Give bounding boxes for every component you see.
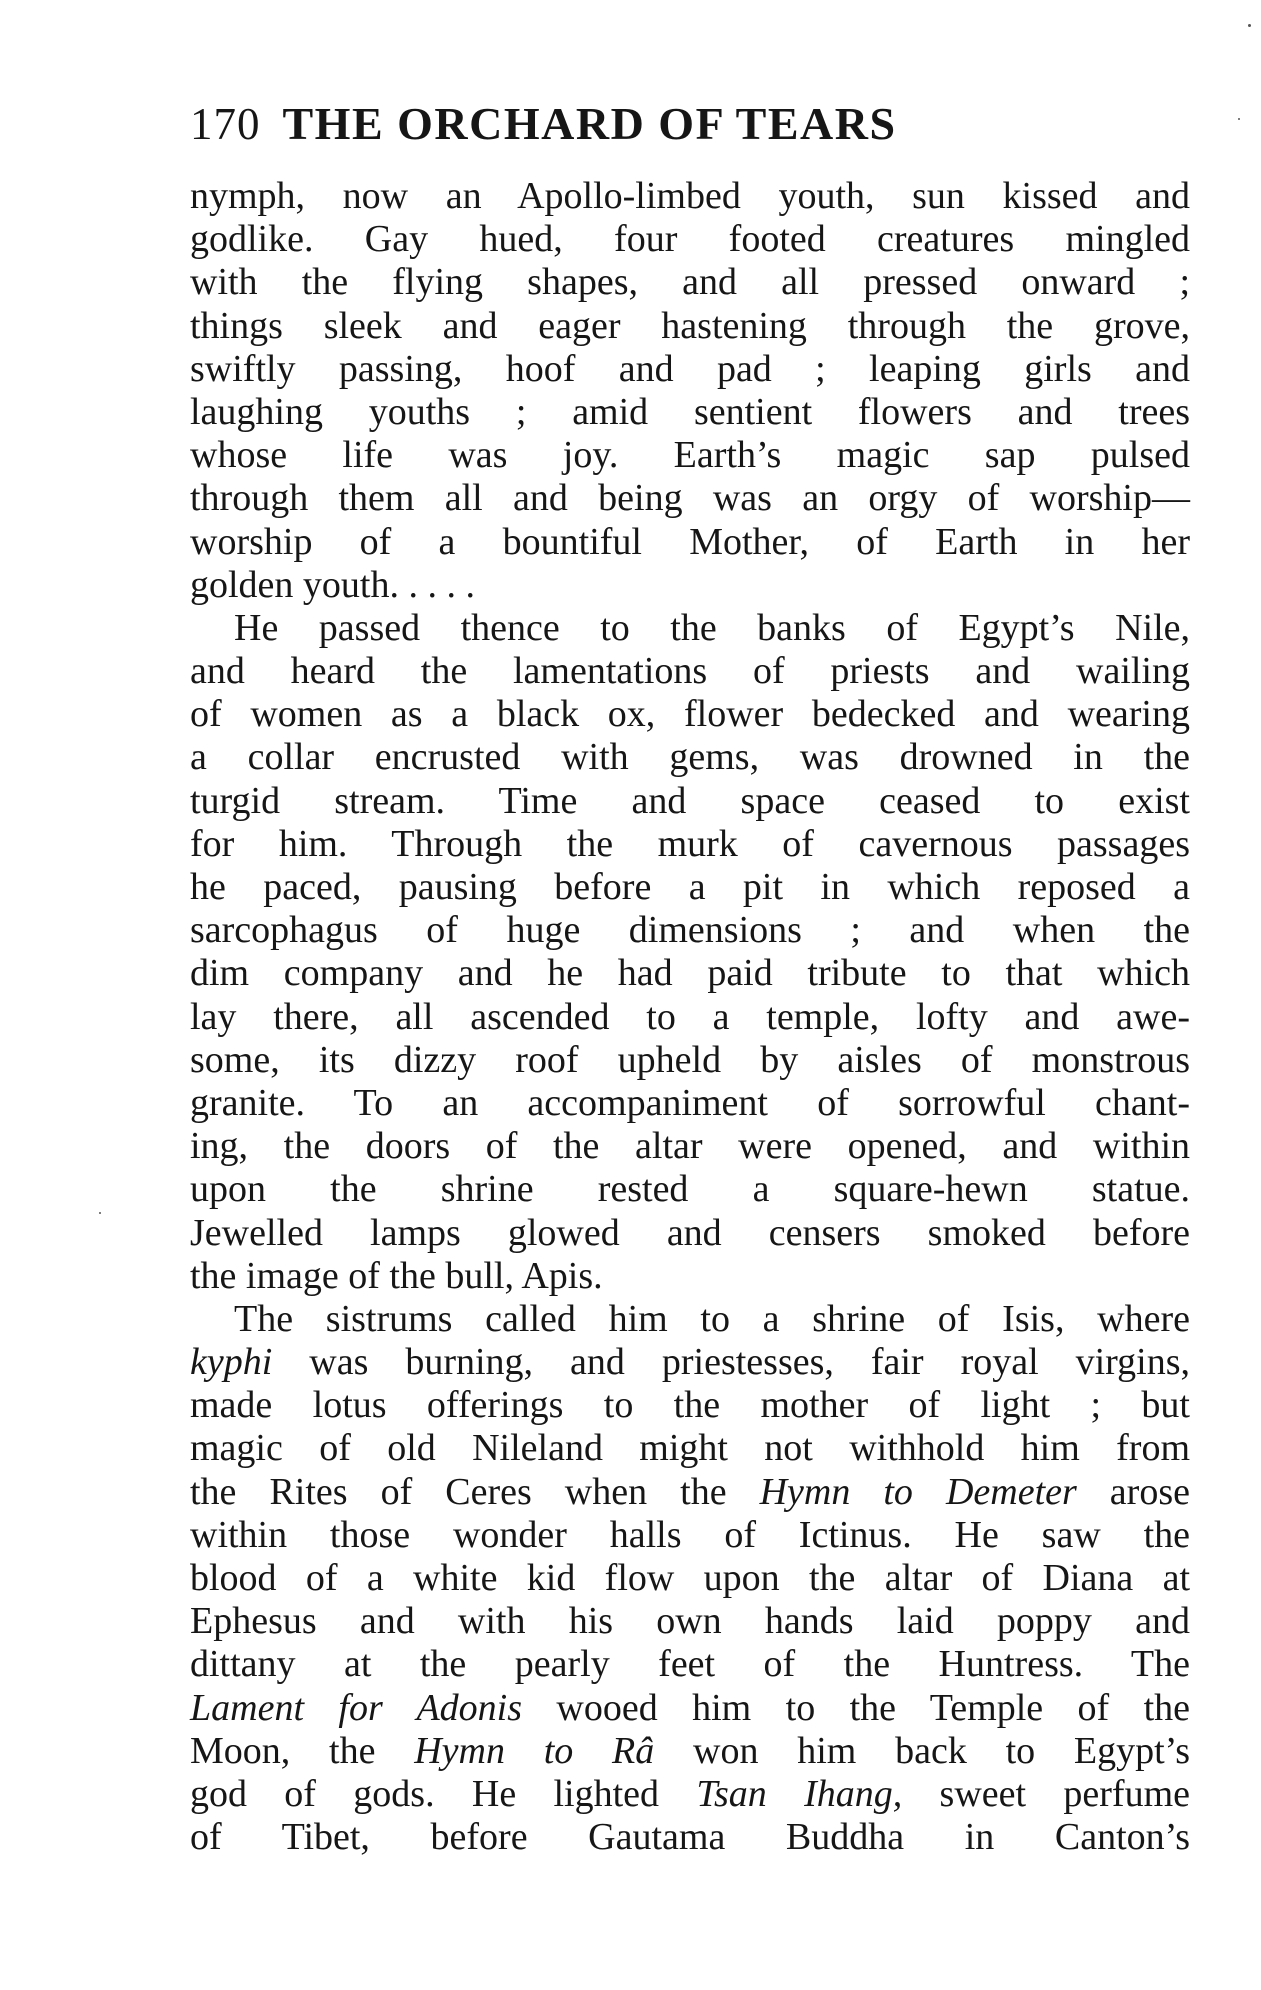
italic-text: Hymn to Demeter [759,1470,1077,1513]
text-line [190,607,1190,650]
text-line [190,1298,1190,1341]
text-segment: the Rites of Ceres when the [190,1470,760,1513]
text-line [190,1082,1190,1125]
text-segment: swiftly passing, hoof and pad ; leaping girls and [190,347,1190,390]
text-line [190,477,1190,520]
text-segment: made lotus offerings to the mother of light ; but [190,1384,1190,1427]
text-segment: Ephesus and with his own hands laid poppy and [190,1600,1190,1643]
text-line [190,175,1190,218]
text-segment: and heard the lamentations of priests and wailing [190,650,1190,693]
text-line [190,305,1190,348]
text-line [190,736,1190,779]
running-title: THE ORCHARD OF TEARS [282,98,897,149]
text-line [190,1816,1190,1859]
text-line [190,1643,1190,1686]
text-segment: godlike. Gay hued, four footed creatures mingled [190,218,1190,261]
text-line [190,1600,1190,1643]
text-segment: blood of a white kid flow upon the altar of Diana at [190,1557,1190,1599]
body-text [190,175,1190,1859]
text-segment: with the flying shapes, and all pressed onward ; [190,261,1190,304]
text-segment: sweet perfume [902,1772,1190,1815]
text-segment: some, its dizzy roof upheld by aisles of monstrous [190,1038,1190,1081]
text-line [190,1687,1190,1730]
scan-speck [1238,118,1240,120]
text-line [190,1255,1190,1298]
text-line [190,1730,1190,1773]
running-header [190,97,1190,157]
text-segment: sarcophagus of huge dimensions ; and when the [190,909,1190,952]
text-segment: He passed thence to the banks of Egypt’s Nile, [234,606,1190,649]
text-line [190,1557,1190,1600]
text-line [190,391,1190,434]
text-line [190,866,1190,909]
text-segment: magic of old Nileland might not withhold him from [190,1427,1190,1470]
text-line [190,650,1190,693]
text-segment: of women as a black ox, flower bedecked and wearing [190,693,1190,736]
text-line [190,1773,1190,1816]
text-segment: the image of the bull, Apis. [190,1254,603,1297]
text-segment: wooed him to the Temple of the [522,1686,1191,1729]
text-segment: Jewelled lamps glowed and censers smoked before [190,1211,1190,1254]
text-segment: worship of a bountiful Mother, of Earth in her [190,520,1190,563]
text-line [190,952,1190,995]
text-segment: dim company and he had paid tribute to that which [190,952,1190,995]
text-line [190,1125,1190,1168]
text-segment: through them all and being was an orgy of worship— [190,477,1190,520]
text-line [190,693,1190,736]
text-line [190,823,1190,866]
text-segment: arose [1076,1470,1190,1513]
text-segment: golden youth. . . . . [190,563,475,606]
text-line [190,780,1190,823]
text-line [190,1384,1190,1427]
text-segment: ing, the doors of the altar were opened, and within [190,1125,1190,1168]
text-line [190,1168,1190,1211]
text-line [190,996,1190,1039]
text-segment: lay there, all ascended to a temple, lofty and awe- [190,995,1190,1038]
text-segment: for him. Through the murk of cavernous passages [190,822,1190,865]
text-line [190,1039,1190,1082]
text-line [190,564,1190,607]
text-segment: won him back to Egypt’s [654,1729,1190,1772]
text-line [190,218,1190,261]
text-line [190,521,1190,564]
text-segment: The sistrums called him to a shrine of Isis, where [234,1297,1190,1340]
text-segment: he paced, pausing before a pit in which reposed a [190,866,1190,908]
text-segment: things sleek and eager hastening through the grove, [190,304,1190,347]
text-line [190,348,1190,391]
text-segment: within those wonder halls of Ictinus. He saw the [190,1513,1190,1556]
text-segment: god of gods. He lighted [190,1772,697,1815]
page-number: 170 [190,99,261,149]
text-segment: upon the shrine rested a square-hewn statue. [190,1168,1190,1211]
text-line [190,261,1190,304]
italic-text: Tsan Ihang, [696,1772,903,1815]
text-segment: turgid stream. Time and space ceased to exist [190,779,1190,822]
text-segment: whose life was joy. Earth’s magic sap pulsed [190,434,1190,477]
text-line [190,1514,1190,1557]
text-line [190,1427,1190,1470]
text-segment: granite. To an accompaniment of sorrowful chant- [190,1081,1190,1124]
text-segment: nymph, now an Apollo-limbed youth, sun kissed and [190,175,1190,217]
text-line [190,1212,1190,1255]
text-line [190,434,1190,477]
text-segment: laughing youths ; amid sentient flowers and trees [190,390,1190,433]
italic-text: Hymn to Râ [414,1729,655,1772]
text-line [190,1471,1190,1514]
text-segment: was burning, and priestesses, fair royal virgins, [272,1341,1190,1384]
text-line [190,909,1190,952]
text-segment: of Tibet, before Gautama Buddha in Canton’s [190,1816,1190,1859]
italic-text: kyphi [190,1341,273,1384]
text-segment: dittany at the pearly feet of the Huntress. The [190,1643,1190,1686]
text-segment: Moon, the [190,1729,415,1772]
text-line [190,1341,1190,1384]
italic-text: Lament for Adonis [190,1686,523,1729]
scan-speck [1248,24,1251,27]
scan-speck [99,1212,101,1214]
text-segment: a collar encrusted with gems, was drowned in the [190,736,1190,779]
